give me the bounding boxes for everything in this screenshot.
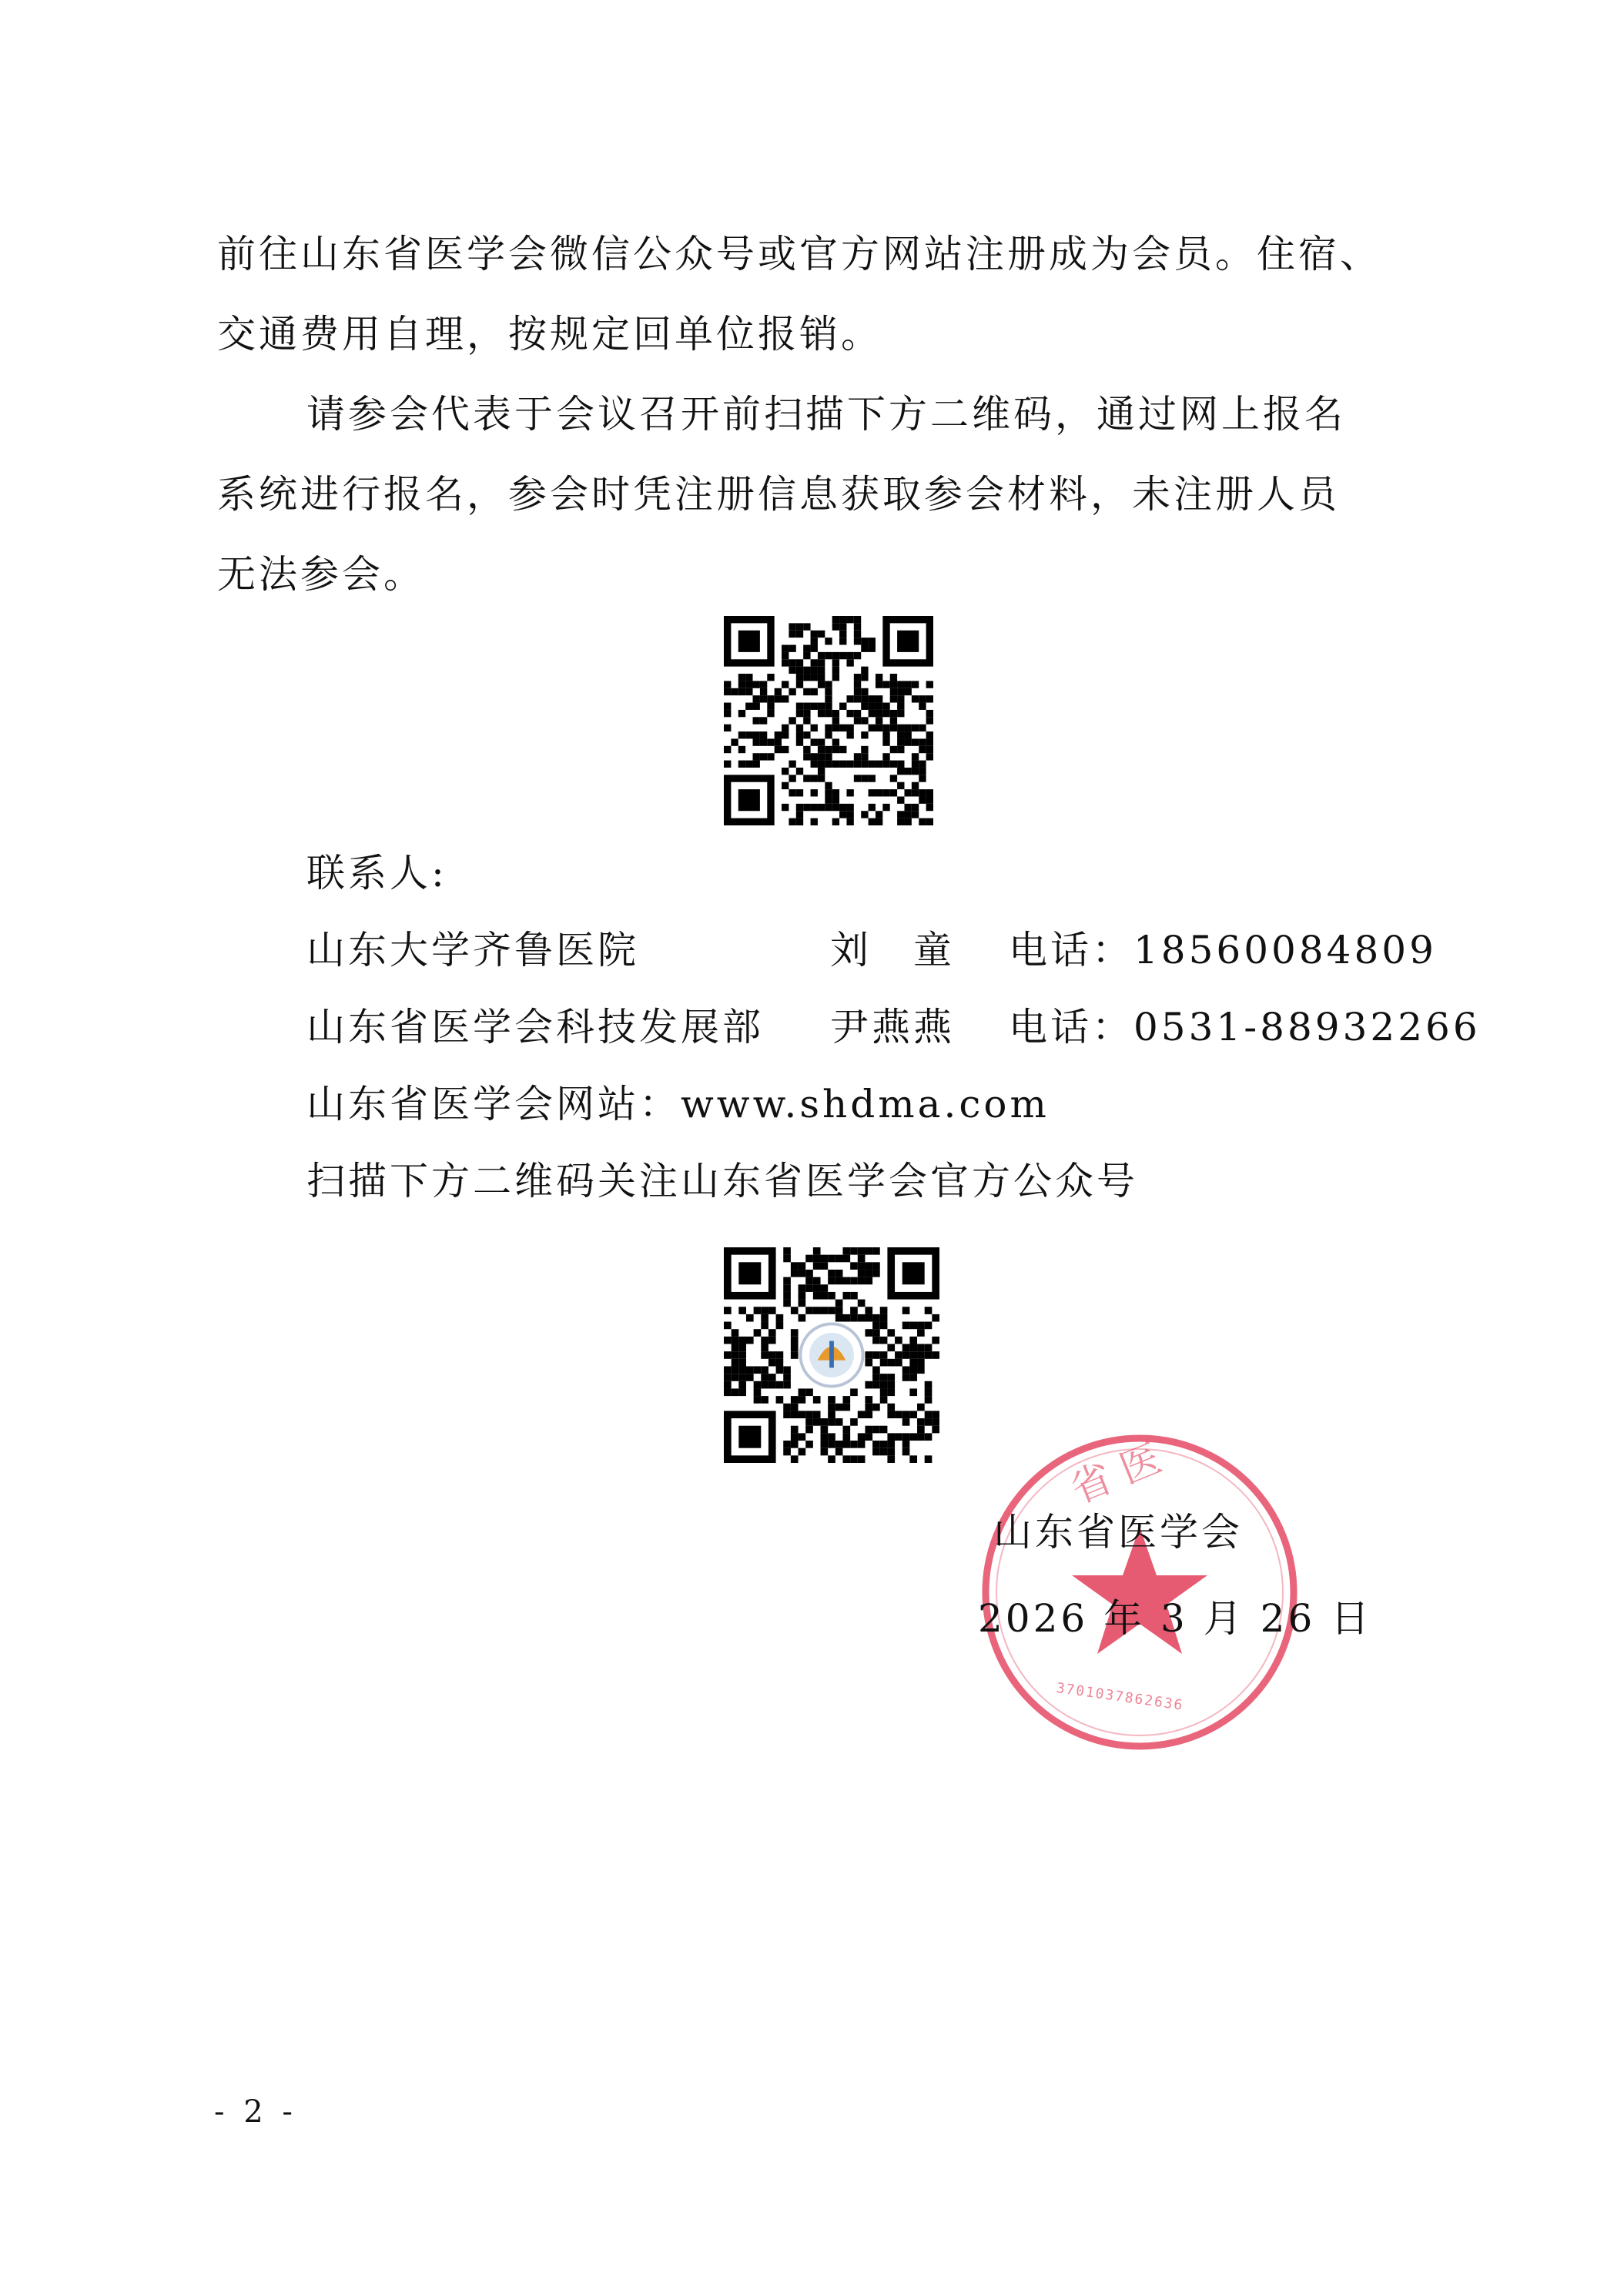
wechat-account-qr-code (724, 1247, 939, 1463)
contact-phone: 电话：0531-88932266 (1009, 1005, 1481, 1049)
contact-person: 刘 童 (830, 928, 955, 972)
paragraph-line: 前往山东省医学会微信公众号或官方网站注册成为会员。住宿、 (217, 232, 1381, 276)
registration-qr-code (724, 616, 933, 825)
issuing-organization: 山东省医学会 (993, 1510, 1243, 1555)
paragraph-line: 请参会代表于会议召开前扫描下方二维码，通过网上报名 (306, 392, 1346, 437)
contact-organization: 山东省医学会科技发展部 (306, 1005, 764, 1049)
paragraph-line: 无法参会。 (217, 552, 425, 597)
paragraph-line: 交通费用自理，按规定回单位报销。 (217, 312, 882, 356)
contact-row (306, 927, 1437, 973)
page-number: - 2 - (214, 2094, 297, 2130)
contacts-heading: 联系人: (306, 851, 447, 895)
website-line: 山东省医学会网站：www.shdma.com (306, 1082, 1050, 1126)
issue-date: 2026 年 3 月 26 日 (978, 1596, 1373, 1641)
official-seal (978, 1431, 1301, 1754)
contact-phone: 电话：18560084809 (1009, 928, 1437, 972)
contact-row (306, 1004, 1481, 1050)
seal-serial-number: 3701037862636 (1055, 1679, 1185, 1714)
contact-organization: 山东大学齐鲁医院 (306, 928, 639, 972)
paragraph-line: 系统进行报名，参会时凭注册信息获取参会材料，未注册人员 (217, 472, 1340, 517)
seal-top-text: 省 医 (1064, 1435, 1168, 1514)
follow-note: 扫描下方二维码关注山东省医学会官方公众号 (306, 1159, 1138, 1203)
contact-person: 尹燕燕 (830, 1005, 955, 1049)
